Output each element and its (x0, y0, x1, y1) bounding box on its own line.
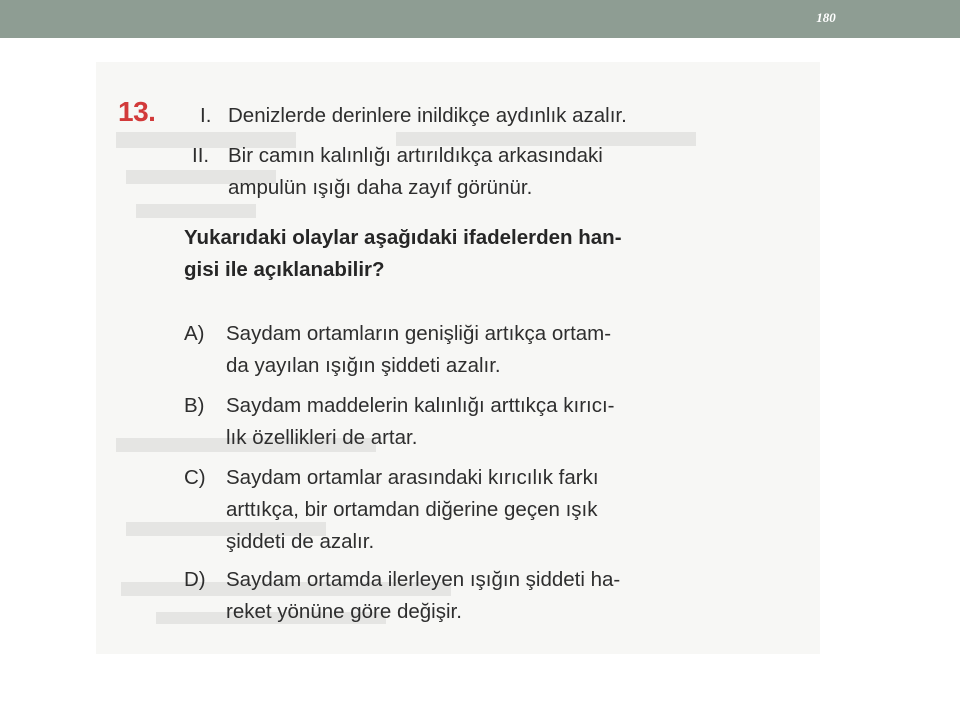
option-letter: C) (184, 466, 206, 489)
question-prompt: Yukarıdaki olaylar aşağıdaki ifadelerden han- (184, 226, 622, 249)
option-text: da yayılan ışığın şiddeti azalır. (226, 354, 501, 377)
page-number: 180 (816, 10, 836, 25)
scanned-question-image (96, 62, 820, 654)
option-text: reket yönüne göre değişir. (226, 600, 462, 623)
option-text: arttıkça, bir ortamdan diğerine geçen ışık (226, 498, 598, 521)
show-through-shadow (136, 204, 256, 218)
statement-text: Bir camın kalınlığı artırıldıkça arkasındaki (228, 144, 603, 167)
option-text: Saydam maddelerin kalınlığı arttıkça kırıcı- (226, 394, 615, 417)
question-number: 13. (118, 96, 156, 127)
option-text: şiddeti de azalır. (226, 530, 375, 553)
statement-text: ampulün ışığı daha zayıf görünür. (228, 176, 533, 199)
statement-text: Denizlerde derinlere inildikçe aydınlık azalır. (228, 104, 627, 127)
question-prompt: gisi ile açıklanabilir? (184, 258, 385, 281)
option-text: Saydam ortamlar arasındaki kırıcılık farkı (226, 466, 599, 489)
option-text: Saydam ortamda ilerleyen ışığın şiddeti ha- (226, 568, 621, 591)
option-letter: A) (184, 322, 205, 345)
option-letter: D) (184, 568, 206, 591)
option-text: lık özellikleri de artar. (226, 426, 418, 449)
statement-numeral: I. (200, 104, 212, 127)
option-text: Saydam ortamların genişliği artıkça ortam- (226, 322, 612, 345)
option-letter: B) (184, 394, 205, 417)
statement-numeral: II. (192, 144, 210, 167)
slide-header-bar (0, 0, 960, 38)
